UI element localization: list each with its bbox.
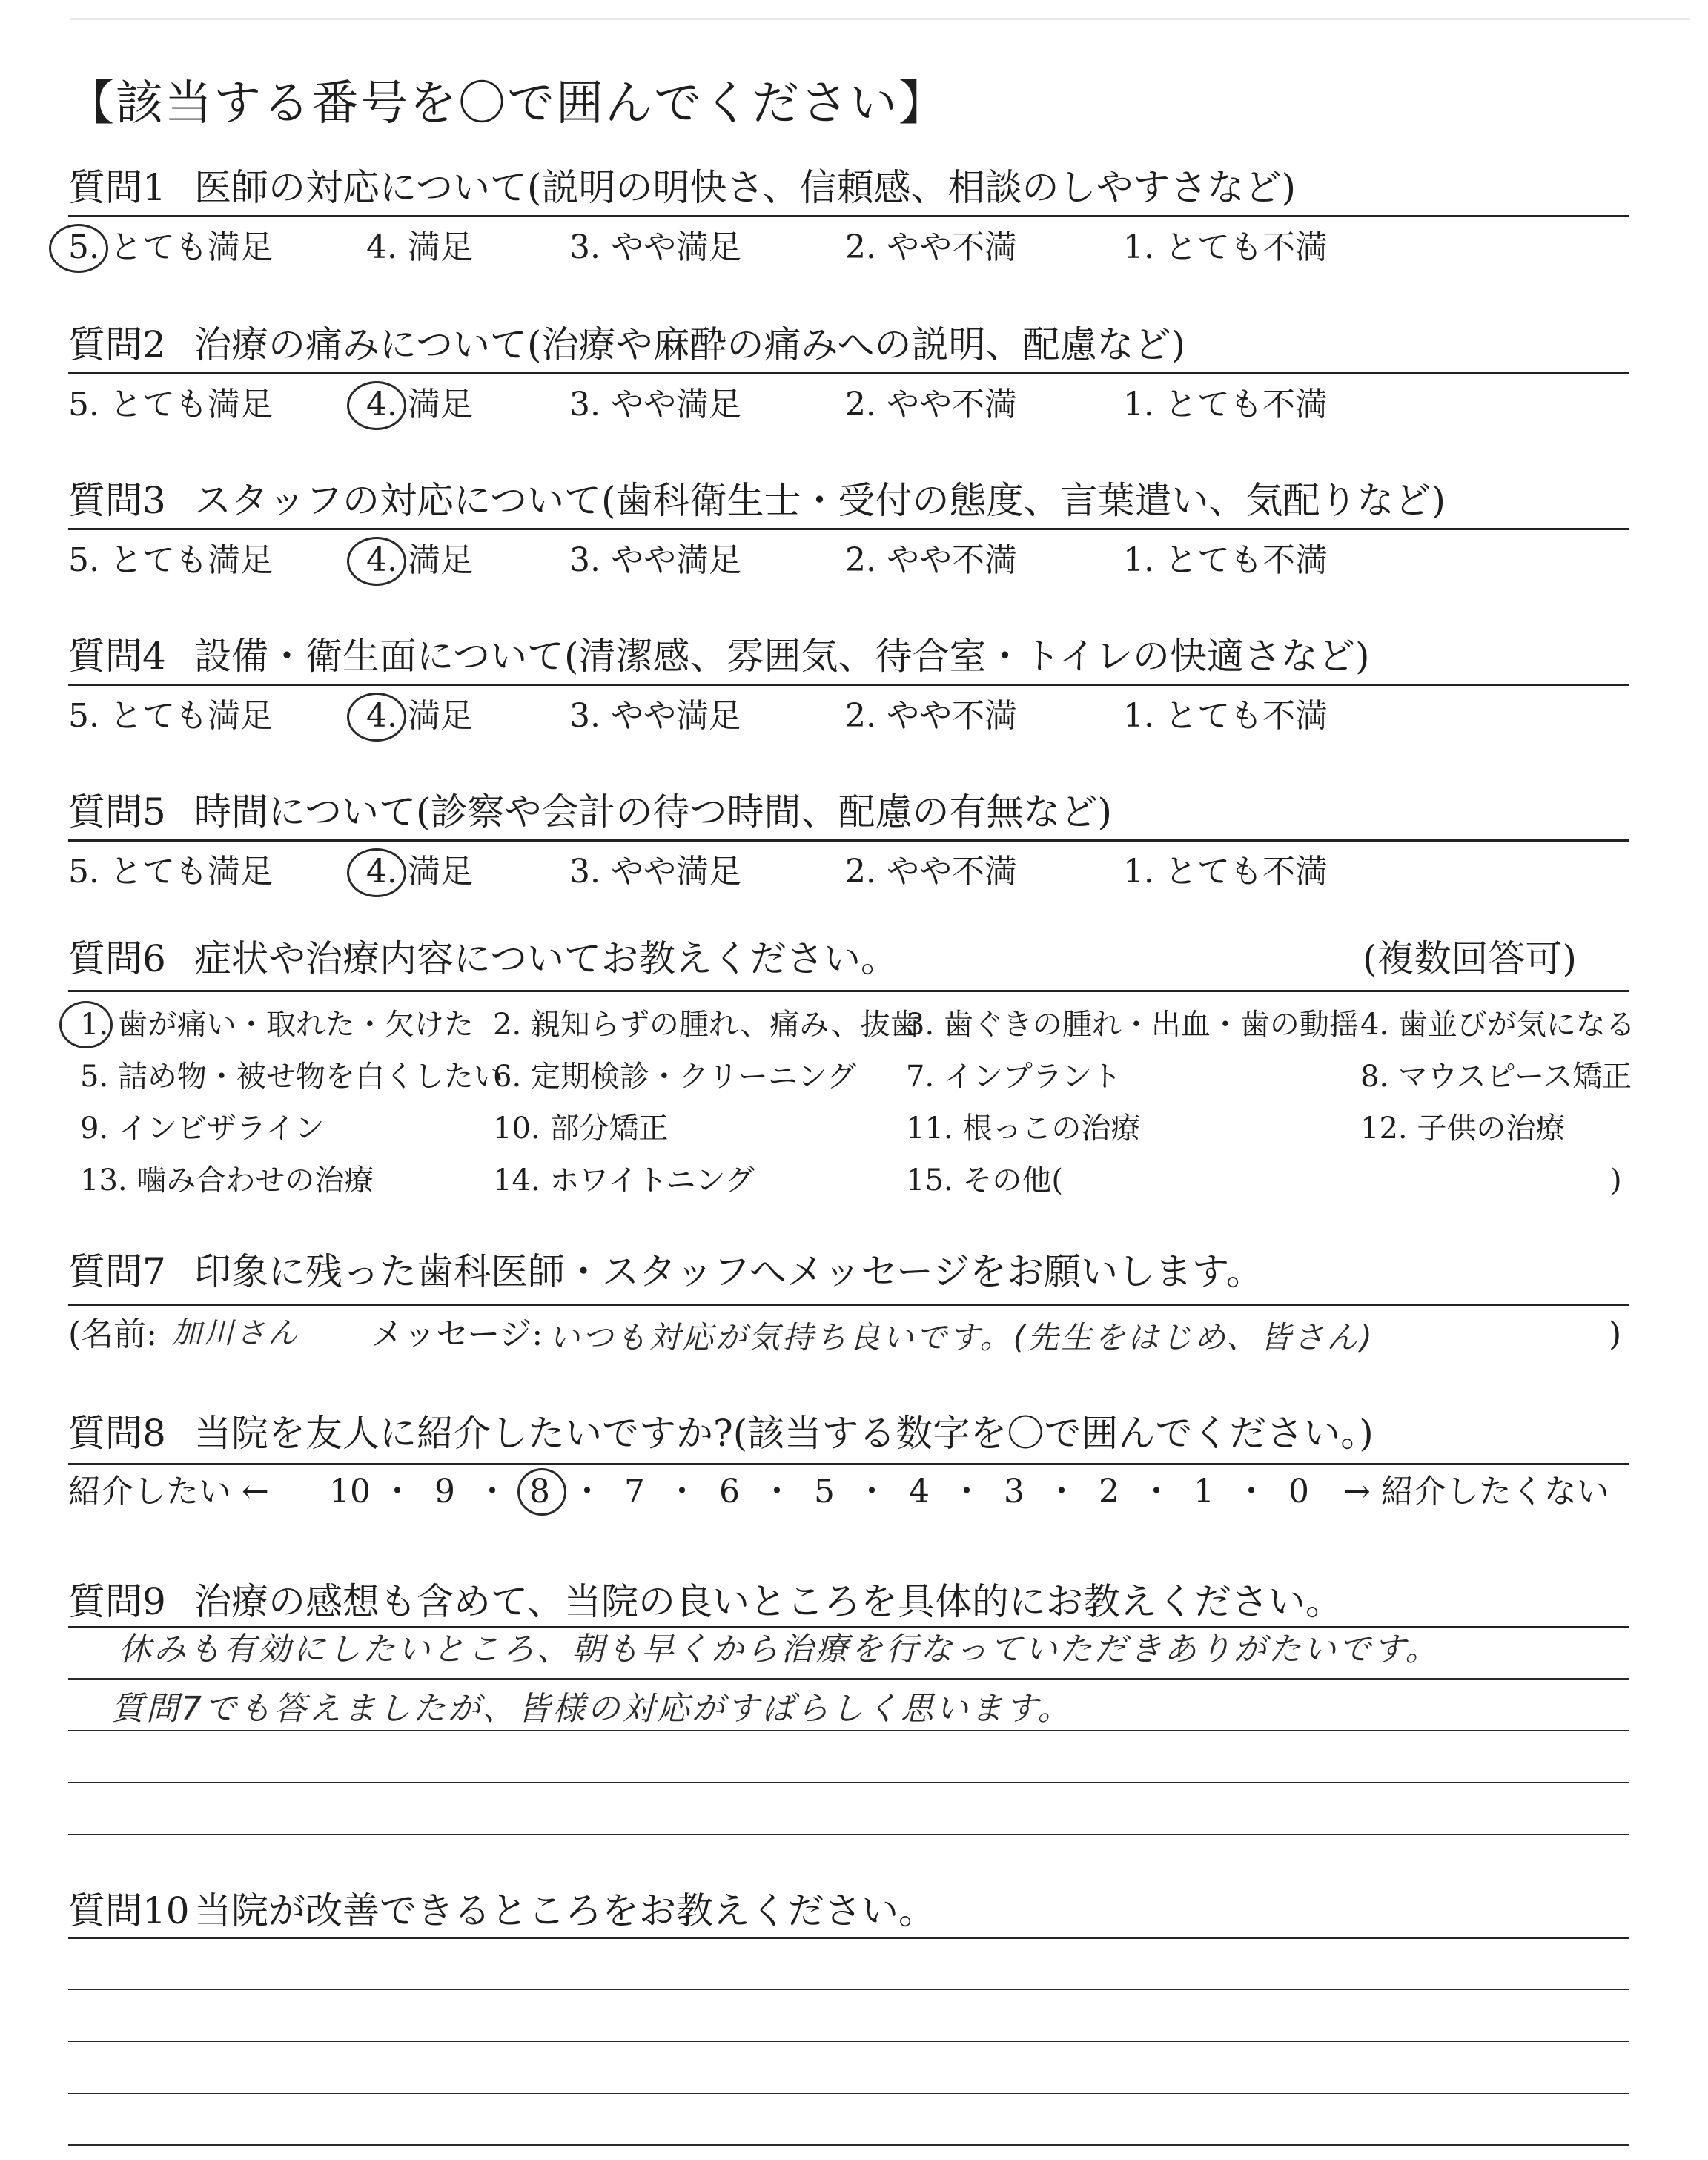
q6-option-2: 2. 親知らずの腫れ、痛み、抜歯: [493, 1008, 920, 1042]
selected-circle: [347, 537, 406, 586]
scale-left-label: 紹介したい ←: [68, 1473, 269, 1510]
rating-option-2: 2. やや不満: [845, 386, 1017, 423]
question-rule: [68, 684, 1629, 686]
scale-2: 2: [1099, 1473, 1119, 1510]
rating-option-1: 1. とても不満: [1123, 386, 1328, 423]
q6-option-7: 7. インプラント: [906, 1060, 1122, 1094]
scale-6: 6: [719, 1473, 740, 1510]
q6-option-9: 9. インビザライン: [80, 1112, 325, 1146]
question-text: 当院が改善できるところをお教えください。: [194, 1889, 936, 1932]
question-number: 質問9: [68, 1580, 166, 1623]
answer-line: [68, 1782, 1629, 1783]
q6-option-12: 12. 子供の治療: [1360, 1112, 1566, 1146]
selected-circle: [347, 848, 406, 897]
question-rule: [68, 1626, 1629, 1628]
question-number: 質問1: [68, 166, 166, 209]
scale-4: 4: [909, 1473, 930, 1510]
q6-option-4: 4. 歯並びが気になる: [1360, 1008, 1635, 1042]
q6-option-14: 14. ホワイトニング: [493, 1163, 755, 1198]
question-number: 質問3: [68, 479, 166, 522]
top-border: [70, 18, 1690, 20]
rating-option-4: 4. 満足: [366, 228, 473, 266]
answer-handwritten-2: 質問7でも答えましたが、皆様の対応がすばらしく思います。: [111, 1690, 1073, 1728]
q6-option-16: ): [1610, 1163, 1622, 1198]
scale-separator: ・: [855, 1473, 888, 1510]
question-text: 症状や治療内容についてお教えください。: [194, 937, 898, 980]
rating-option-5: 5. とても満足: [68, 386, 273, 423]
rating-option-1: 1. とても不満: [1123, 541, 1328, 579]
q6-option-3: 3. 歯ぐきの腫れ・出血・歯の動揺: [906, 1008, 1359, 1042]
scale-separator: ・: [761, 1473, 793, 1510]
rating-option-3: 3. やや満足: [569, 541, 741, 579]
rating-option-2: 2. やや不満: [845, 228, 1017, 266]
question-3: [68, 479, 1446, 522]
question-number: 質問7: [68, 1250, 166, 1293]
question-rule: [68, 990, 1629, 992]
rating-option-2: 2. やや不満: [845, 541, 1017, 579]
answer-line: [68, 2041, 1629, 2042]
scale-separator: ・: [571, 1473, 603, 1510]
answer-line: [68, 2144, 1629, 2146]
question-4: [68, 635, 1370, 678]
question-rule: [68, 215, 1629, 217]
question-10: [68, 1889, 936, 1932]
question-text: 治療の感想も含めて、当院の良いところを具体的にお教えください。: [194, 1580, 1343, 1623]
scale-0: 0: [1288, 1473, 1309, 1510]
scale-3: 3: [1004, 1473, 1025, 1510]
question-number: 質問5: [68, 790, 166, 833]
name-label: (名前:: [68, 1315, 157, 1353]
question-number: 質問10: [68, 1889, 190, 1932]
selected-circle: [347, 693, 406, 742]
q6-option-10: 10. 部分矯正: [493, 1112, 669, 1146]
rating-option-5: 5. とても満足: [68, 697, 273, 735]
multiple-answer-note: (複数回答可): [1363, 937, 1578, 980]
question-7: [68, 1250, 1263, 1293]
scale-1: 1: [1194, 1473, 1214, 1510]
q6-option-1: 1. 歯が痛い・取れた・欠けた: [80, 1008, 474, 1042]
scale-right-label: → 紹介したくない: [1343, 1473, 1609, 1510]
question-number: 質問6: [68, 937, 166, 980]
question-text: 印象に残った歯科医師・スタッフへメッセージをお願いします。: [194, 1250, 1263, 1293]
rating-option-4: 4. 満足: [366, 697, 473, 735]
answer-line: [68, 1730, 1629, 1731]
question-5: [68, 790, 1113, 833]
question-text: 当院を友人に紹介したいですか?(該当する数字を〇で囲んでください。): [194, 1412, 1374, 1455]
rating-option-3: 3. やや満足: [569, 853, 741, 891]
q6-option-8: 8. マウスピース矯正: [1360, 1060, 1632, 1094]
question-text: 治療の痛みについて(治療や麻酔の痛みへの説明、配慮など): [194, 323, 1186, 366]
rating-option-5: 5. とても満足: [68, 853, 273, 891]
scale-5: 5: [814, 1473, 835, 1510]
scale-8: 8: [529, 1473, 550, 1510]
question-rule: [68, 1304, 1629, 1306]
question-rule: [68, 839, 1629, 842]
scale-separator: ・: [950, 1473, 983, 1510]
scale-separator: ・: [381, 1473, 414, 1510]
question-rule: [68, 372, 1629, 374]
question-rule: [68, 1937, 1629, 1939]
answer-handwritten-1: 休みも有効にしたいところ、朝も早くから治療を行なっていただきありがたいです。: [119, 1631, 1440, 1668]
rating-option-4: 4. 満足: [366, 386, 473, 423]
question-6: [68, 937, 898, 980]
question-2: [68, 323, 1186, 366]
rating-option-4: 4. 満足: [366, 541, 473, 579]
scale-9: 9: [434, 1473, 455, 1510]
question-number: 質問8: [68, 1412, 166, 1455]
selected-circle: [517, 1468, 566, 1516]
q6-option-6: 6. 定期検診・クリーニング: [493, 1060, 857, 1094]
rating-option-3: 3. やや満足: [569, 228, 741, 266]
scale-separator: ・: [1045, 1473, 1078, 1510]
question-rule: [68, 528, 1629, 530]
scale-separator: ・: [1235, 1473, 1268, 1510]
question-text: 時間について(診察や会計の待つ時間、配慮の有無など): [194, 790, 1113, 833]
scale-separator: ・: [476, 1473, 509, 1510]
rating-option-1: 1. とても不満: [1123, 853, 1328, 891]
name-handwritten: 加川さん: [172, 1316, 299, 1350]
rating-option-2: 2. やや不満: [845, 697, 1017, 735]
scale-7: 7: [624, 1473, 645, 1510]
rating-option-1: 1. とても不満: [1123, 228, 1328, 266]
scale-separator: ・: [1140, 1473, 1173, 1510]
rating-option-3: 3. やや満足: [569, 386, 741, 423]
rating-option-5: 5. とても満足: [68, 228, 273, 266]
question-text: 医師の対応について(説明の明快さ、信頼感、相談のしやすさなど): [194, 166, 1297, 209]
answer-line: [68, 1678, 1629, 1680]
rating-option-3: 3. やや満足: [569, 697, 741, 735]
question-1: [68, 166, 1297, 209]
scale-10: 10: [329, 1473, 371, 1510]
rating-option-1: 1. とても不満: [1123, 697, 1328, 735]
selected-circle: [347, 381, 406, 430]
answer-line: [68, 1989, 1629, 1990]
question-text: スタッフの対応について(歯科衛生士・受付の態度、言葉遣い、気配りなど): [194, 479, 1446, 522]
answer-line: [68, 2093, 1629, 2094]
selected-circle: [59, 1001, 113, 1048]
q6-option-13: 13. 噛み合わせの治療: [80, 1163, 374, 1198]
rating-option-2: 2. やや不満: [845, 853, 1017, 891]
q6-option-5: 5. 詰め物・被せ物を白くしたい: [80, 1060, 503, 1094]
scale-separator: ・: [666, 1473, 698, 1510]
close-paren: ): [1609, 1315, 1622, 1353]
question-8: [68, 1412, 1374, 1455]
page-heading: 【該当する番号を〇で囲んでください】: [67, 76, 947, 131]
rating-option-4: 4. 満足: [366, 853, 473, 891]
q6-option-15: 15. その他(: [906, 1163, 1063, 1198]
answer-line: [68, 1834, 1629, 1835]
q6-option-11: 11. 根っこの治療: [906, 1112, 1141, 1146]
question-number: 質問4: [68, 635, 166, 678]
message-label: メッセージ:: [371, 1315, 543, 1353]
question-text: 設備・衛生面について(清潔感、雰囲気、待合室・トイレの快適さなど): [194, 635, 1370, 678]
question-9: [68, 1580, 1343, 1623]
question-rule: [68, 1463, 1629, 1465]
rating-option-5: 5. とても満足: [68, 541, 273, 579]
question-number: 質問2: [68, 323, 166, 366]
selected-circle: [49, 224, 108, 273]
message-handwritten: いつも対応が気持ち良いです。(先生をはじめ、皆さん): [549, 1319, 1374, 1355]
